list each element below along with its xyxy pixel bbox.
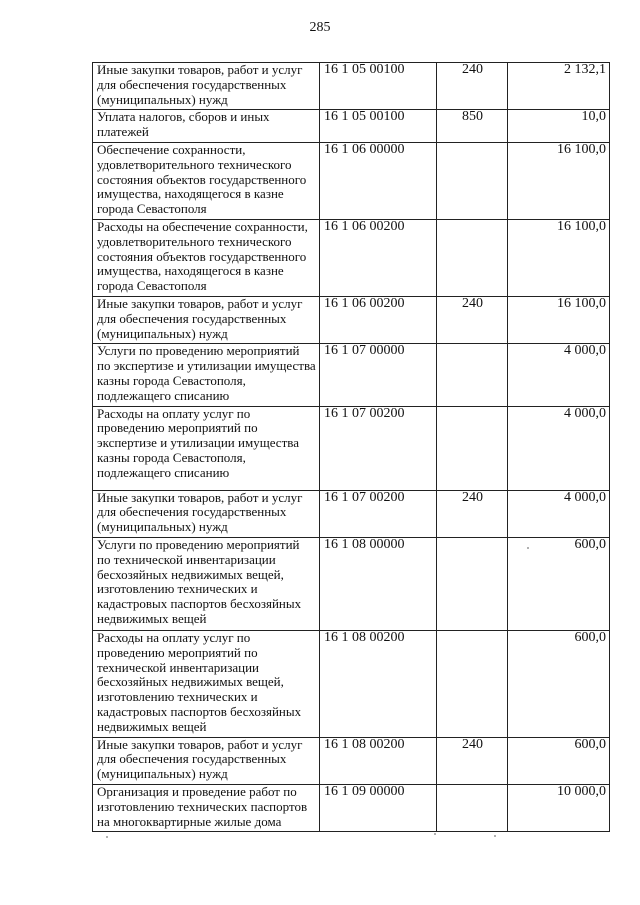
item-name: Обеспечение сохранности, удовлетворительного технического состояния объектов государственного имущества, находящегося в казне города Севастополя bbox=[93, 142, 320, 219]
amount: 600,0 bbox=[508, 630, 610, 737]
expense-type-code: 850 bbox=[437, 110, 508, 143]
table-row bbox=[93, 142, 610, 219]
target-article-code: 16 1 06 00200 bbox=[320, 296, 437, 343]
scan-speck bbox=[494, 835, 496, 837]
amount: 10 000,0 bbox=[508, 784, 610, 831]
scan-speck bbox=[106, 836, 108, 838]
item-name: Иные закупки товаров, работ и услуг для обеспечения государственных (муниципальных) нужд bbox=[93, 490, 320, 537]
expense-type-code bbox=[437, 344, 508, 406]
item-name: Иные закупки товаров, работ и услуг для обеспечения государственных (муниципальных) нужд bbox=[93, 737, 320, 784]
table-row bbox=[93, 296, 610, 343]
table-row bbox=[93, 406, 610, 490]
table-row bbox=[93, 110, 610, 143]
expense-type-code bbox=[437, 784, 508, 831]
target-article-code: 16 1 08 00200 bbox=[320, 737, 437, 784]
budget-table bbox=[92, 62, 610, 832]
item-name: Иные закупки товаров, работ и услуг для обеспечения государственных (муниципальных) нужд bbox=[93, 296, 320, 343]
amount: 600,0 bbox=[508, 737, 610, 784]
target-article-code: 16 1 05 00100 bbox=[320, 110, 437, 143]
target-article-code: 16 1 06 00200 bbox=[320, 219, 437, 296]
expense-type-code: 240 bbox=[437, 296, 508, 343]
table-row bbox=[93, 784, 610, 831]
item-name: Организация и проведение работ по изготовлению технических паспортов на многоквартирные жилые дома bbox=[93, 784, 320, 831]
target-article-code: 16 1 05 00100 bbox=[320, 63, 437, 110]
target-article-code: 16 1 07 00200 bbox=[320, 490, 437, 537]
item-name: Расходы на оплату услуг по проведению мероприятий по экспертизе и утилизации имущества казны города Севастополя, подлежащего списанию bbox=[93, 406, 320, 490]
target-article-code: 16 1 07 00000 bbox=[320, 344, 437, 406]
target-article-code: 16 1 06 00000 bbox=[320, 142, 437, 219]
expense-type-code bbox=[437, 537, 508, 630]
target-article-code: 16 1 08 00000 bbox=[320, 537, 437, 630]
expense-type-code: 240 bbox=[437, 737, 508, 784]
expense-type-code bbox=[437, 630, 508, 737]
amount: 16 100,0 bbox=[508, 296, 610, 343]
table-row bbox=[93, 219, 610, 296]
amount: 10,0 bbox=[508, 110, 610, 143]
table-row bbox=[93, 537, 610, 630]
target-article-code: 16 1 07 00200 bbox=[320, 406, 437, 490]
item-name: Расходы на обеспечение сохранности, удовлетворительного технического состояния объектов государственного имущества, находящегося в казне города Севастополя bbox=[93, 219, 320, 296]
item-name: Уплата налогов, сборов и иных платежей bbox=[93, 110, 320, 143]
amount: 4 000,0 bbox=[508, 344, 610, 406]
expense-type-code bbox=[437, 406, 508, 490]
amount: 16 100,0 bbox=[508, 219, 610, 296]
expense-type-code bbox=[437, 219, 508, 296]
amount: 2 132,1 bbox=[508, 63, 610, 110]
item-name: Услуги по проведению мероприятий по технической инвентаризации бесхозяйных недвижимых вещей, изготовлению технических и кадастровых паспортов бесхозяйных недвижимых вещей bbox=[93, 537, 320, 630]
item-name: Иные закупки товаров, работ и услуг для обеспечения государственных (муниципальных) нужд bbox=[93, 63, 320, 110]
table-row bbox=[93, 737, 610, 784]
scan-speck bbox=[527, 547, 529, 549]
scan-speck bbox=[434, 833, 436, 835]
table-row bbox=[93, 490, 610, 537]
amount: 600,0 bbox=[508, 537, 610, 630]
amount: 4 000,0 bbox=[508, 406, 610, 490]
item-name: Услуги по проведению мероприятий по экспертизе и утилизации имущества казны города Севастополя, подлежащего списанию bbox=[93, 344, 320, 406]
expense-type-code: 240 bbox=[437, 63, 508, 110]
item-name: Расходы на оплату услуг по проведению мероприятий по технической инвентаризации бесхозяйных недвижимых вещей, изготовлению технических и кадастровых паспортов бесхозяйных недвижимых вещей bbox=[93, 630, 320, 737]
expense-type-code: 240 bbox=[437, 490, 508, 537]
table-row bbox=[93, 630, 610, 737]
target-article-code: 16 1 09 00000 bbox=[320, 784, 437, 831]
table-row bbox=[93, 344, 610, 406]
target-article-code: 16 1 08 00200 bbox=[320, 630, 437, 737]
table-row bbox=[93, 63, 610, 110]
page-number: 285 bbox=[309, 20, 331, 35]
amount: 4 000,0 bbox=[508, 490, 610, 537]
expense-type-code bbox=[437, 142, 508, 219]
amount: 16 100,0 bbox=[508, 142, 610, 219]
